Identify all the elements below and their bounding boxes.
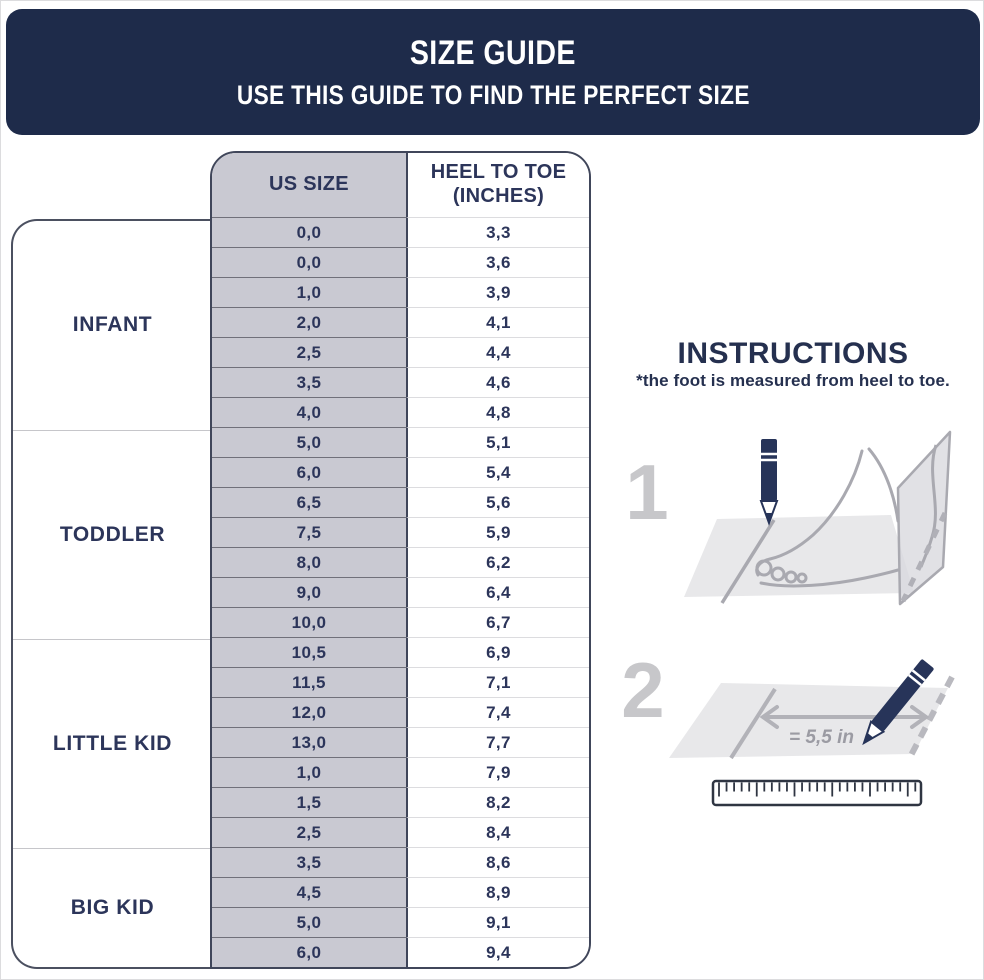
heel-to-toe-cell: 8,2 <box>406 787 589 817</box>
page-subtitle-text: USE THIS GUIDE TO FIND THE PERFECT SIZE <box>236 79 750 110</box>
col-header-heel-line2: (INCHES) <box>452 185 545 207</box>
us-size-cell: 0,0 <box>212 217 406 247</box>
heel-to-toe-cell: 5,4 <box>406 457 589 487</box>
us-size-cell: 3,5 <box>212 367 406 397</box>
heel-to-toe-cell: 4,1 <box>406 307 589 337</box>
col-header-us-size <box>212 153 406 217</box>
category-label-infant: INFANT <box>72 313 153 337</box>
heel-to-toe-cell: 6,7 <box>406 607 589 637</box>
us-size-cell: 6,0 <box>212 457 406 487</box>
step-1-number: 1 <box>625 448 669 536</box>
ruler-icon <box>713 781 921 805</box>
heel-to-toe-cell: 8,4 <box>406 817 589 847</box>
us-size-cell: 9,0 <box>212 577 406 607</box>
col-header-heel-to-toe <box>406 153 589 217</box>
heel-to-toe-cell: 5,6 <box>406 487 589 517</box>
page-title-text: SIZE GUIDE <box>409 33 577 72</box>
heel-to-toe-cell: 3,3 <box>406 217 589 247</box>
heel-to-toe-cell: 6,9 <box>406 637 589 667</box>
instructions-note: *the foot is measured from heel to toe. <box>636 371 950 390</box>
heel-to-toe-cell: 5,1 <box>406 427 589 457</box>
heel-to-toe-cell: 9,1 <box>406 907 589 937</box>
heel-to-toe-cell: 8,6 <box>406 847 589 877</box>
us-size-cell: 2,5 <box>212 337 406 367</box>
col-header-heel-line1: HEEL TO TOE <box>430 161 567 184</box>
heel-to-toe-cell: 5,9 <box>406 517 589 547</box>
heel-to-toe-cell: 7,1 <box>406 667 589 697</box>
step-2-number: 2 <box>621 646 665 734</box>
heel-to-toe-cell: 7,7 <box>406 727 589 757</box>
category-column <box>11 219 212 969</box>
header-banner <box>6 9 980 135</box>
us-size-cell: 8,0 <box>212 547 406 577</box>
heel-to-toe-cell: 6,2 <box>406 547 589 577</box>
us-size-cell: 5,0 <box>212 427 406 457</box>
col-header-us-size-text: US SIZE <box>269 173 349 196</box>
heel-to-toe-cell: 8,9 <box>406 877 589 907</box>
us-size-cell: 7,5 <box>212 517 406 547</box>
us-size-cell: 3,5 <box>212 847 406 877</box>
category-label-toddler: TODDLER <box>13 430 212 639</box>
us-size-cell: 11,5 <box>212 667 406 697</box>
pencil-icon <box>761 439 777 523</box>
measurement-label: = 5,5 in <box>789 727 854 748</box>
heel-to-toe-cell: 4,4 <box>406 337 589 367</box>
us-size-cell: 1,5 <box>212 787 406 817</box>
heel-to-toe-cell: 7,4 <box>406 697 589 727</box>
size-table <box>210 151 591 969</box>
us-size-cell: 1,0 <box>212 277 406 307</box>
us-size-cell: 13,0 <box>212 727 406 757</box>
us-size-cell: 6,0 <box>212 937 406 967</box>
heel-to-toe-cell: 7,9 <box>406 757 589 787</box>
us-size-cell: 2,5 <box>212 817 406 847</box>
heel-to-toe-cell: 3,6 <box>406 247 589 277</box>
heel-to-toe-cell: 6,4 <box>406 577 589 607</box>
heel-to-toe-cell: 9,4 <box>406 937 589 967</box>
category-label-big-kid: BIG KID <box>13 848 212 967</box>
us-size-cell: 4,5 <box>212 877 406 907</box>
page-title <box>394 33 592 72</box>
instructions-title: INSTRUCTIONS <box>677 337 909 370</box>
us-size-cell: 12,0 <box>212 697 406 727</box>
step-2-illustration <box>656 649 984 811</box>
us-size-cell: 6,5 <box>212 487 406 517</box>
step-1-illustration <box>637 425 984 617</box>
us-size-cell: 2,0 <box>212 307 406 337</box>
us-size-cell: 5,0 <box>212 907 406 937</box>
heel-to-toe-cell: 4,6 <box>406 367 589 397</box>
category-label-little-kid: LITTLE KID <box>13 639 212 848</box>
heel-to-toe-cell: 4,8 <box>406 397 589 427</box>
us-size-cell: 10,0 <box>212 607 406 637</box>
heel-to-toe-cell: 3,9 <box>406 277 589 307</box>
us-size-cell: 4,0 <box>212 397 406 427</box>
us-size-cell: 1,0 <box>212 757 406 787</box>
us-size-cell: 10,5 <box>212 637 406 667</box>
us-size-cell: 0,0 <box>212 247 406 277</box>
page-subtitle <box>188 79 799 110</box>
